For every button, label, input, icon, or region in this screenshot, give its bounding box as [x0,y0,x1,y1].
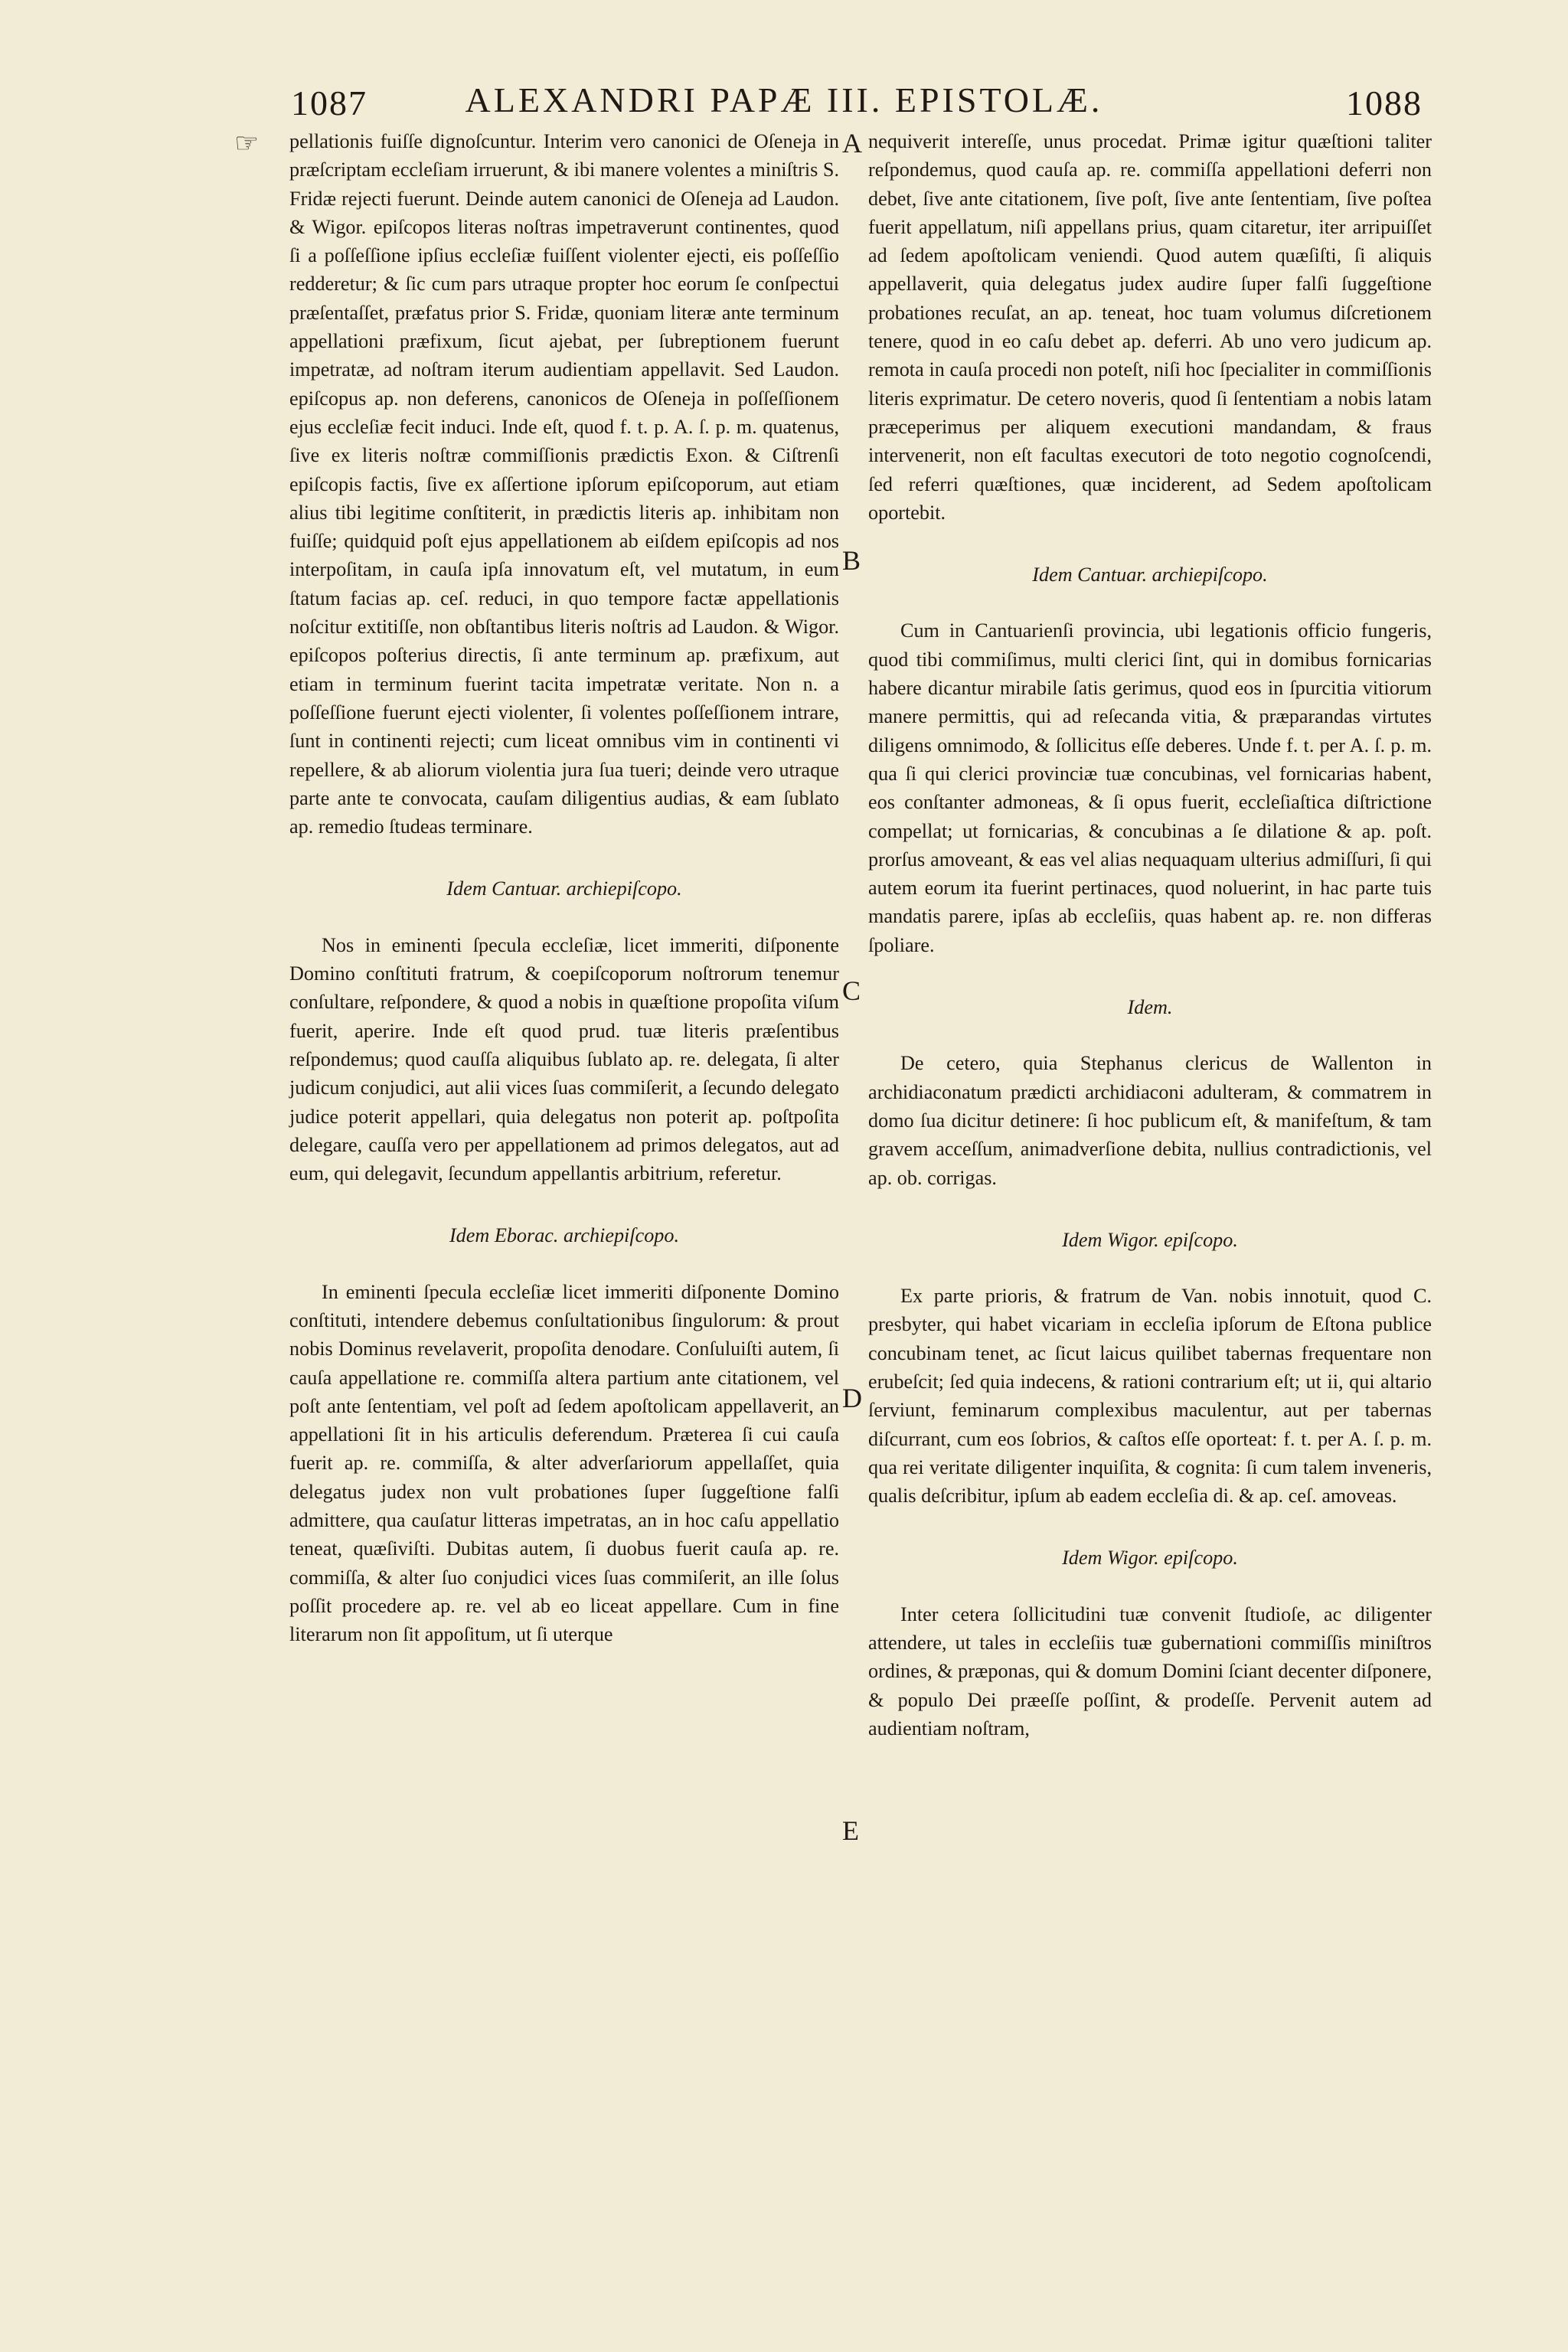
paragraph: nequiverit intereſſe, unus procedat. Primæ igitur quæſtioni taliter reſpondemus, quod cauſa ap. re. commiſſa appellationi deferri non debet, ſive ante citationem, ſive poſt, ſive ante ſententiam, ſive poſtea fuerit appellatum, niſi appellans prius, quam citaretur, iter arripuiſſet ad ſedem apoſtolicam veniendi. Quod autem quæſiſti, ſi aliquis appellaverit, quia delegatus judex audire ſuper falſi ſuggeſtione probationes recuſat, an ap. teneat, hoc tuam volumus diſcretionem tenere, quod in eo caſu debet ap. deferri. Ab uno vero judicum ap. remota in cauſa procedi non poteſt, niſi hoc ſpecialiter in commiſſionis literis exprimatur. De cetero noveris, quod ſi ſententiam a nobis latam præceperimus per aliquem executioni mandandam, & fraus intervenerit, non eſt facultas executori de toto negotio cognoſcendi, ſed referri quæſtiones, quæ inciderent, ad Sedem apoſtolicam oportebit. [868,130,1432,524]
letter-heading: Idem Cantuar. archiepiſcopo. [1032,564,1268,586]
page-header [0,75,1568,129]
margin-letter: D [842,1383,862,1413]
page-number-left: 1087 [291,83,368,122]
paragraph: pellationis fuiſſe dignoſcuntur. Interim vero canonici de Oſeneja in præſcriptam eccleſiam irruerunt, & ibi manere volentes a miniſtris S. Fridæ rejecti fuerunt. Deinde autem canonici de Oſeneja ad Laudon. & Wigor. epiſcopos literas noſtras impetraverunt continentes, quod ſi a poſſeſſione ipſius eccleſiæ fuiſſent violenter ejecti, eis poſſeſſio redderetur; & ſic cum pars utraque propter hoc eorum ſe conſpectui præſentaſſet, præfatus prior S. Fridæ, quoniam literæ ante terminum appellationi præfixum, ſicut ajebat, per ſubreptionem fuerunt impetratæ, ad noſtram iterum audientiam appellavit. Sed Laudon. epiſcopus ap. non deferens, canonicos de Oſeneja in poſſeſſionem ejus eccleſiæ fecit induci. Inde eſt, quod f. t. p. A. ſ. p. m. quatenus, ſive ex literis noſtræ commiſſionis prædictis Exon. & Ciſtrenſi epiſcopis factis, ſive ex aſſertione ipſorum epiſcoporum, aut etiam alius tibi legitime conſtiterit, in prædictis literis ap. inhibitam non fuiſſe; quidquid poſt ejus appellationem ab eiſdem epiſcopis ad nos interpoſitam, in cauſa ipſa innovatum eſt, vel mutatum, in eum ſtatum facias ap. ceſ. reduci, in quo tempore factæ appellationis noſcitur extitiſſe, non obſtantibus literis noſtris ad Laudon. & Wigor. epiſcopos poſterius directis, ſi ante terminum ap. præfixum, aut etiam in terminum fuerint tacita impetratæ veritate. Non n. a poſſeſſione fuerunt ejecti violenter, ſi volentes poſſeſſionem intrare, ſunt in continenti rejecti; cum liceat omnibus vim in continenti vi repellere, & ab aliorum violentia jura ſua tueri; deinde vero utraque parte ante te convocata, cauſam diligentius audias, & eam ſublato ap. remedio ſtudeas terminare. [289,130,839,838]
paragraph: De cetero, quia Stephanus clericus de Wallenton in archidiaconatum prædicti archidiaconi adulteram, & commatrem in domo ſua dicitur detinere: ſi hoc publicum eſt, & manifeſtum, & tam gravem acceſſum, animadverſione debita, nullius contradictionis, vel ap. ob. corrigas. [868,1052,1432,1189]
page-number-right: 1088 [1346,83,1423,122]
margin-letter: E [842,1815,859,1846]
manicule-icon: ☞ [234,128,260,158]
letter-heading: Idem Cantuar. archiepiſcopo. [446,877,682,900]
paragraph: Ex parte prioris, & fratrum de Van. nobis innotuit, quod C. presbyter, qui habet vicariam in eccleſia ipſorum de Eſtona publice concubinam tenet, ac ſicut laicus quilibet tabernas frequentare non erubeſcit; ſed quia indecens, & rationi contrarium eſt; ut ii, qui altario ſerviunt, feminarum complexibus maculentur, aut per tabernas diſcurrant, cum eos ſobrios, & caſtos eſſe oporteat: f. t. per A. ſ. p. m. qua rei veritate diligenter inquiſita, & cognita: ſi cum talem inveneris, qualis deſcribitur, ipſum ab eadem eccleſia di. & ap. ceſ. amoveas. [868,1285,1432,1508]
paragraph: In eminenti ſpecula eccleſiæ licet immeriti diſponente Domino conſtituti, intendere debemus conſultationibus ſingulorum: & prout nobis Dominus revelaverit, propoſita denodare. Conſuluiſti autem, ſi cauſa appellatione re. commiſſa altera partium ante citationem, vel poſt ante ſententiam, vel poſt ad ſedem apoſtolicam appellaverit, an appellationi ſit in his articulis deferendum. Præterea ſi cui cauſa fuerit ap. re. commiſſa, & alter adverſariorum appellaſſet, quia delegatus judex non vult probationes ſuper ſuggeſtione falſi admittere, qua cauſatur litteras impetratas, an in hoc caſu appellatio teneat, quæſiviſti. Dubitas autem, ſi duobus fuerit cauſa ap. re. commiſſa, & alter ſuo conjudici vices ſuas commiſerit, an ille ſolus poſſit procedere ap. re. vel ab eo liceat appellare. Cum in fine literarum non ſit appoſitum, ut ſi uterque [289,1280,839,1646]
right-column [868,127,1432,1743]
letter-heading: Idem Wigor. epiſcopo. [1062,1228,1238,1251]
paragraph: Inter cetera ſollicitudini tuæ convenit ſtudioſe, ac diligenter attendere, ut tales in eccleſiis tuæ gubernationi commiſſis miniſtros ordines, & præponas, qui & domum Domini ſciant decenter diſponere, & populo Dei præeſſe poſſint, & prodeſſe. Pervenit autem ad audientiam noſtram, [868,1602,1432,1740]
paragraph: Nos in eminenti ſpecula eccleſiæ, licet immeriti, diſponente Domino conſtituti fratrum, & coepiſcoporum noſtrorum tenemur conſultare, reſpondere, & quod a nobis in quæſtione propoſita viſum fuerit, aperire. Inde eſt quod prud. tuæ literis præſentibus reſpondemus; quod cauſſa aliquibus ſublato ap. re. delegata, ſi alter judicum conjudici, aut alii vices ſuas commiſerit, a ſecundo delegato judice poterit appellari, quia delegatus non poterit ap. poſtpoſita delegare, cauſſa vero per appellationem ad primos delegatos, aut ad eum, qui delegavit, ſecundum appellantis arbitrium, referetur. [289,933,839,1185]
margin-letter: A [842,128,862,158]
letter-heading: Idem Wigor. epiſcopo. [1062,1547,1238,1570]
letter-heading: Idem. [1127,996,1173,1019]
paragraph: Cum in Cantuarienſi provincia, ubi legationis officio fungeris, quod tibi commiſimus, multi clerici ſint, qui in domibus fornicarias habere dicantur mirabile ſatis gerimus, quod eos in ſpurcitia vitiorum manere permittis, qui ad reſecanda vitia, & præparandas virtutes diligens omnimodo, & ſollicitus eſſe deberes. Unde f. t. per A. ſ. p. m. qua ſi qui clerici provinciæ tuæ concubinas, vel fornicarias habent, eos conſtanter admoneas, & ſi opus fuerit, eccleſiaſtica diſtrictione compellat; ut fornicarias, & concubinas a ſe dilatione & ap. poſt. prorſus amoveant, & eas vel alias nequaquam ulterius admiſſuri, ſi qui autem eorum ita fuerint pertinaces, quod noluerint, in hac parte tuis mandatis parere, ipſas ab eccleſiis, quas habent ap. re. non differas ſpoliare. [868,619,1432,956]
margin-letter: B [842,545,861,576]
left-column [289,127,839,1649]
running-title: ALEXANDRI PAPÆ III. EPISTOLÆ. [465,80,1103,119]
margin-letter: C [842,975,861,1006]
letter-heading: Idem Eborac. archiepiſcopo. [449,1224,680,1247]
